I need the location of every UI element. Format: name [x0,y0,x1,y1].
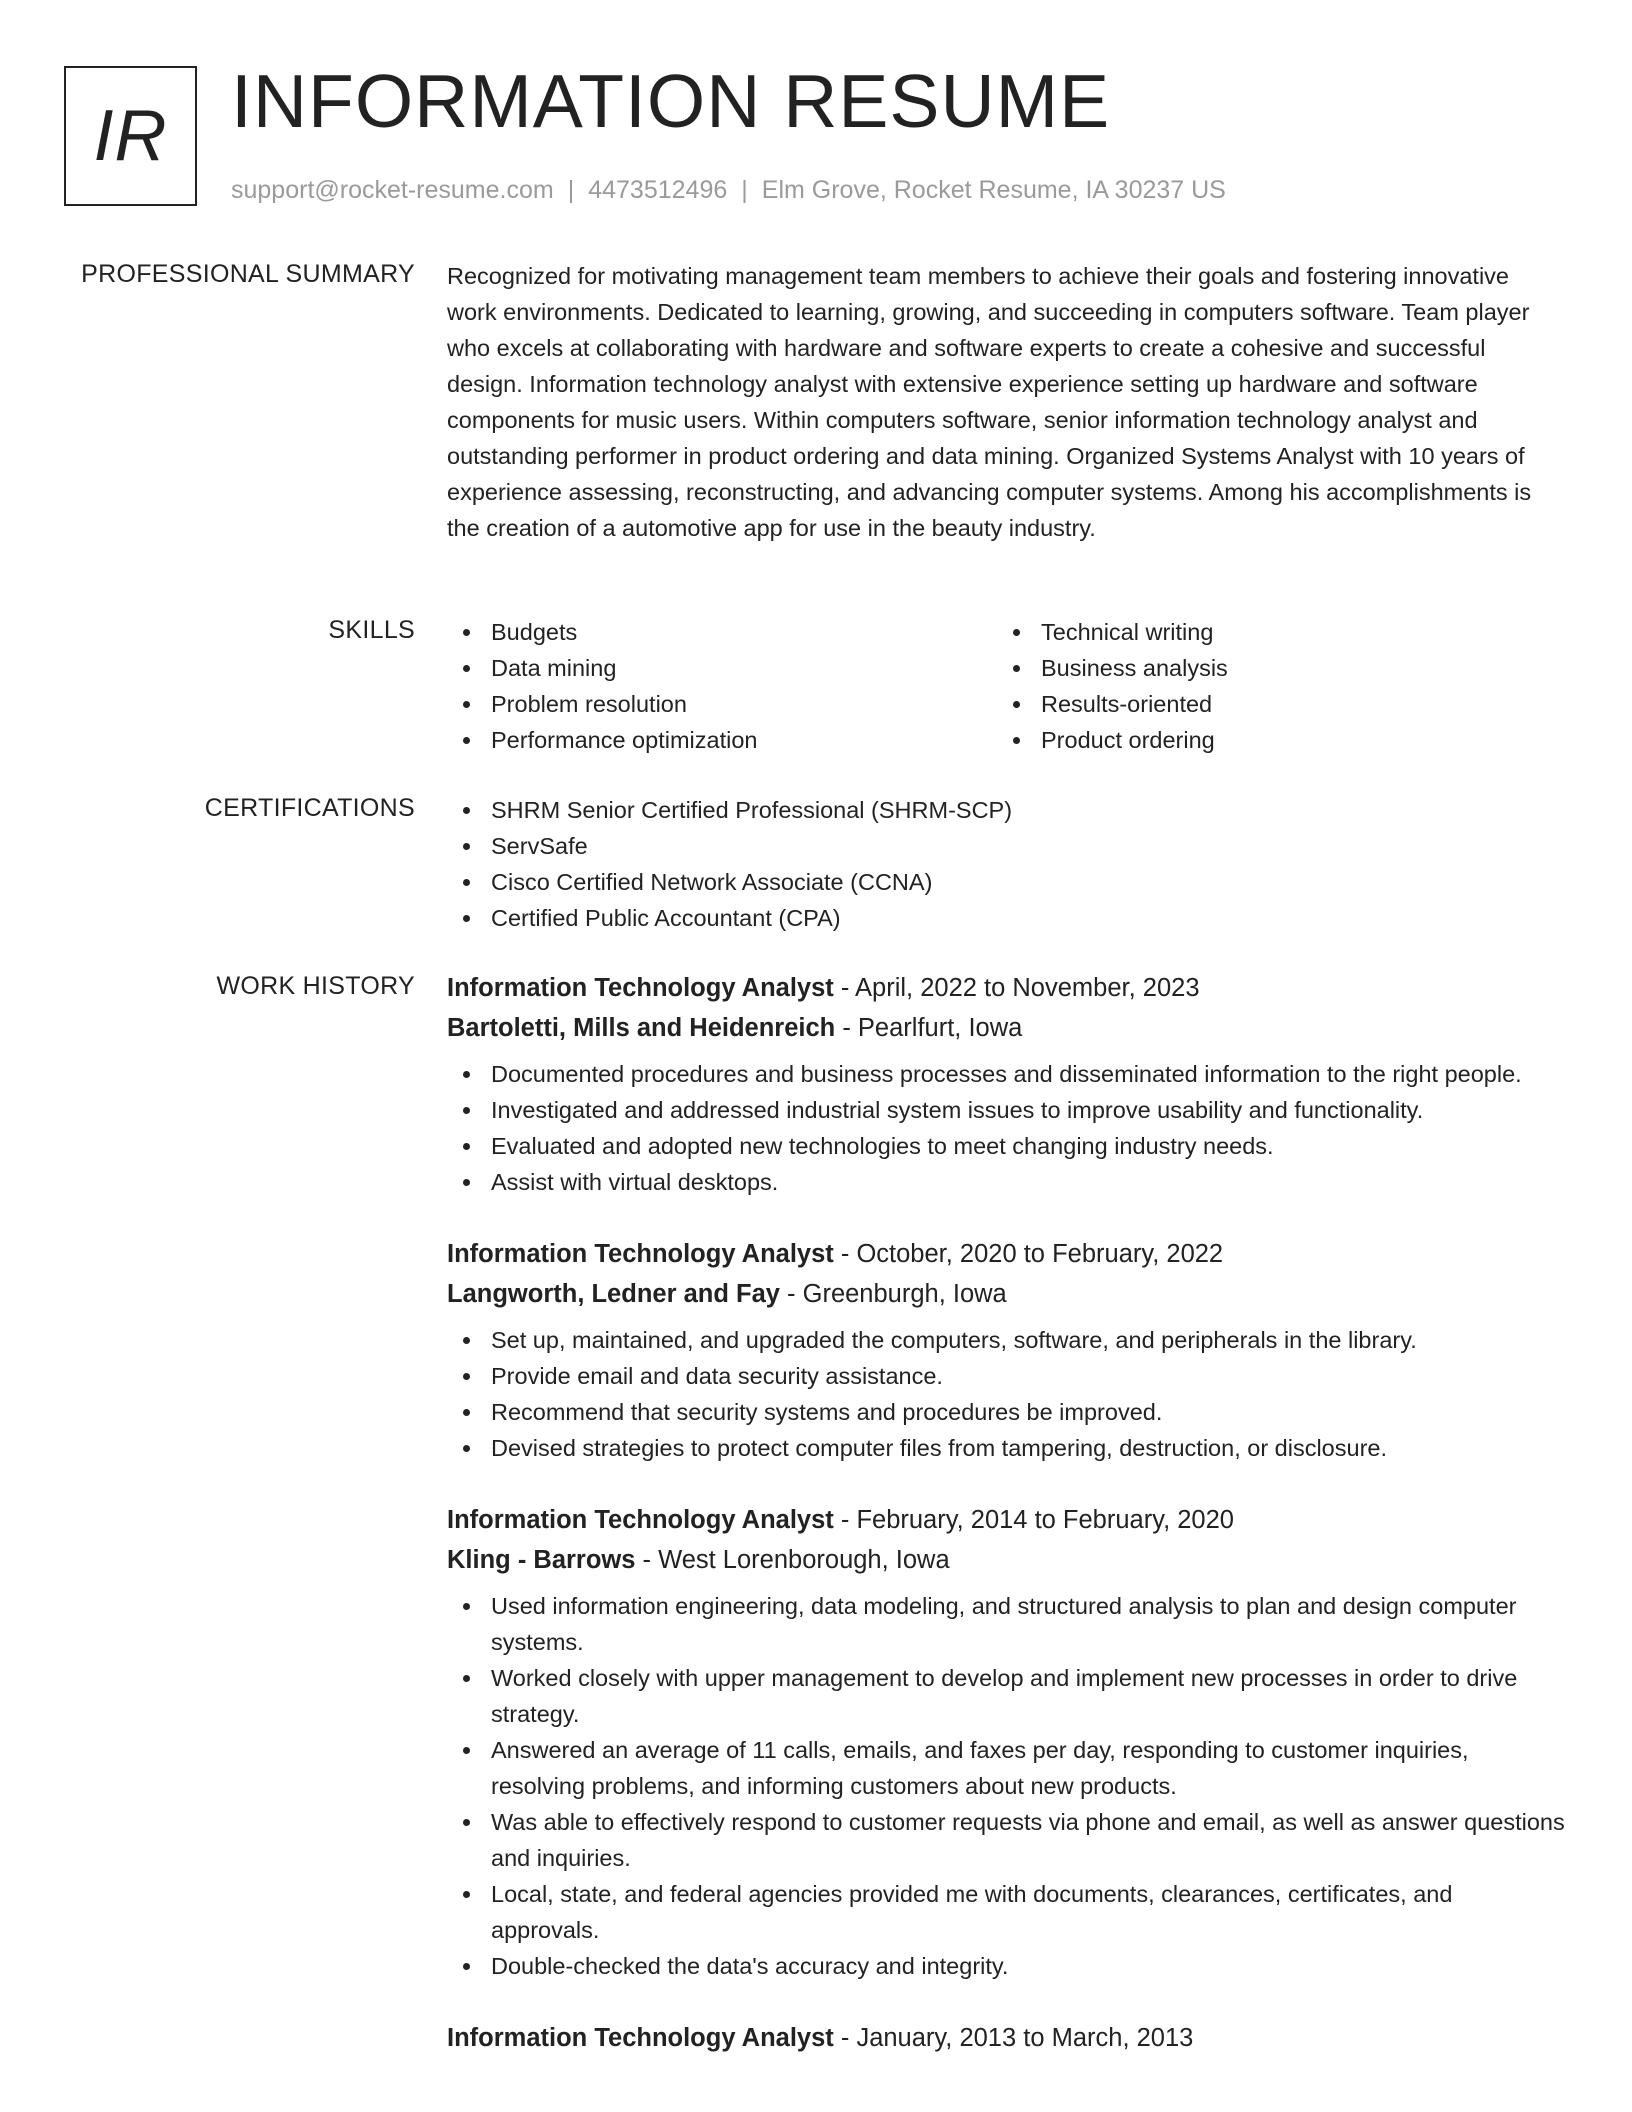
certifications-list [447,792,1565,936]
job-company-line [447,1540,1565,1580]
resume-title: INFORMATION RESUME [231,59,1111,143]
job-entry [447,968,1565,1200]
job-company: Bartoletti, Mills and Heidenreich [447,1014,836,1042]
job-bullet: Recommend that security systems and procedures be improved. [447,1394,1565,1430]
summary-heading: PROFESSIONAL SUMMARY [81,260,415,288]
skill-item: Product ordering [997,722,1547,758]
job-location: - West Lorenborough, Iowa [635,1546,950,1574]
skills-heading: SKILLS [328,616,415,644]
job-bullet: Double-checked the data's accuracy and integrity. [447,1948,1565,1984]
job-entry [447,1234,1565,1466]
job-bullet: Local, state, and federal agencies provided me with documents, clearances, certificates, and approvals. [447,1876,1565,1948]
job-location: - Greenburgh, Iowa [779,1280,1007,1308]
skill-item: Budgets [447,614,997,650]
contact-separator: | [567,176,575,204]
contact-phone: 4473512496 [588,176,728,204]
job-title: Information Technology Analyst [447,974,834,1002]
job-company: Kling - Barrows [447,1546,636,1574]
skill-item: Data mining [447,650,997,686]
job-dates: - April, 2022 to November, 2023 [833,974,1200,1002]
contact-address: Elm Grove, Rocket Resume, IA 30237 US [761,176,1226,204]
work-history-body [447,968,1565,2092]
skill-item: Results-oriented [997,686,1547,722]
job-title-line [447,968,1565,1008]
job-bullets [447,1588,1565,1984]
certification-item: Certified Public Accountant (CPA) [447,900,1565,936]
job-dates: - October, 2020 to February, 2022 [833,1240,1224,1268]
job-bullet: Worked closely with upper management to develop and implement new processes in order to drive strategy. [447,1660,1565,1732]
job-company-line [447,1008,1565,1048]
skills-list-left [447,614,997,758]
certifications-body [447,792,1565,936]
job-bullet: Provide email and data security assistance. [447,1358,1565,1394]
skill-item: Problem resolution [447,686,997,722]
skill-item: Technical writing [997,614,1547,650]
summary-body [447,258,1565,546]
job-bullet: Assist with virtual desktops. [447,1164,1565,1200]
job-title: Information Technology Analyst [447,2024,834,2052]
job-location: - Pearlfurt, Iowa [835,1014,1023,1042]
skills-grid [447,614,1565,758]
job-bullet: Set up, maintained, and upgraded the computers, software, and peripherals in the library. [447,1322,1565,1358]
job-title-line [447,2018,1565,2058]
skill-item: Business analysis [997,650,1547,686]
contact-line [231,174,1226,206]
job-bullet: Documented procedures and business processes and disseminated information to the right people. [447,1056,1565,1092]
job-title-line [447,1500,1565,1540]
job-company-line [447,1274,1565,1314]
certification-item: SHRM Senior Certified Professional (SHRM-SCP) [447,792,1565,828]
job-title: Information Technology Analyst [447,1240,834,1268]
contact-email: support@rocket-resume.com [231,176,554,204]
work-history-heading: WORK HISTORY [216,972,415,1000]
job-dates: - January, 2013 to March, 2013 [833,2024,1194,2052]
skill-item: Performance optimization [447,722,997,758]
job-dates: - February, 2014 to February, 2020 [833,1506,1234,1534]
job-title: Information Technology Analyst [447,1506,834,1534]
certification-item: Cisco Certified Network Associate (CCNA) [447,864,1565,900]
skills-list-right [997,614,1547,758]
job-bullet: Investigated and addressed industrial system issues to improve usability and functionality. [447,1092,1565,1128]
certifications-heading: CERTIFICATIONS [204,794,415,822]
job-company: Langworth, Ledner and Fay [447,1280,780,1308]
job-bullet: Used information engineering, data modeling, and structured analysis to plan and design computer systems. [447,1588,1565,1660]
job-bullets [447,1056,1565,1200]
job-bullets [447,1322,1565,1466]
skills-body [447,614,1565,758]
job-title-line [447,1234,1565,1274]
job-entry [447,2018,1565,2058]
job-bullet: Answered an average of 11 calls, emails, and faxes per day, responding to customer inquiries, resolving problems, and informing customers about new products. [447,1732,1565,1804]
job-bullet: Devised strategies to protect computer files from tampering, destruction, or disclosure. [447,1430,1565,1466]
job-bullet: Evaluated and adopted new technologies to meet changing industry needs. [447,1128,1565,1164]
job-entry [447,1500,1565,1984]
summary-text: Recognized for motivating management team members to achieve their goals and fostering innovative work environments. Dedicated to learning, growing, and succeeding in computers software. Team player who excels at collaborating with hardware and software experts to create a cohesive and successful design. Information technology analyst with extensive experience setting up hardware and software components for music users. Within computers software, senior information technology analyst and outstanding performer in product ordering and data mining. Organized Systems Analyst with 10 years of experience assessing, reconstructing, and advancing computer systems. Among his accomplishments is the creation of a automotive app for use in the beauty industry. [447,263,1532,541]
monogram-logo: IR [64,66,197,206]
contact-separator: | [741,176,748,204]
certification-item: ServSafe [447,828,1565,864]
job-bullet: Was able to effectively respond to customer requests via phone and email, as well as answer questions and inquiries. [447,1804,1565,1876]
